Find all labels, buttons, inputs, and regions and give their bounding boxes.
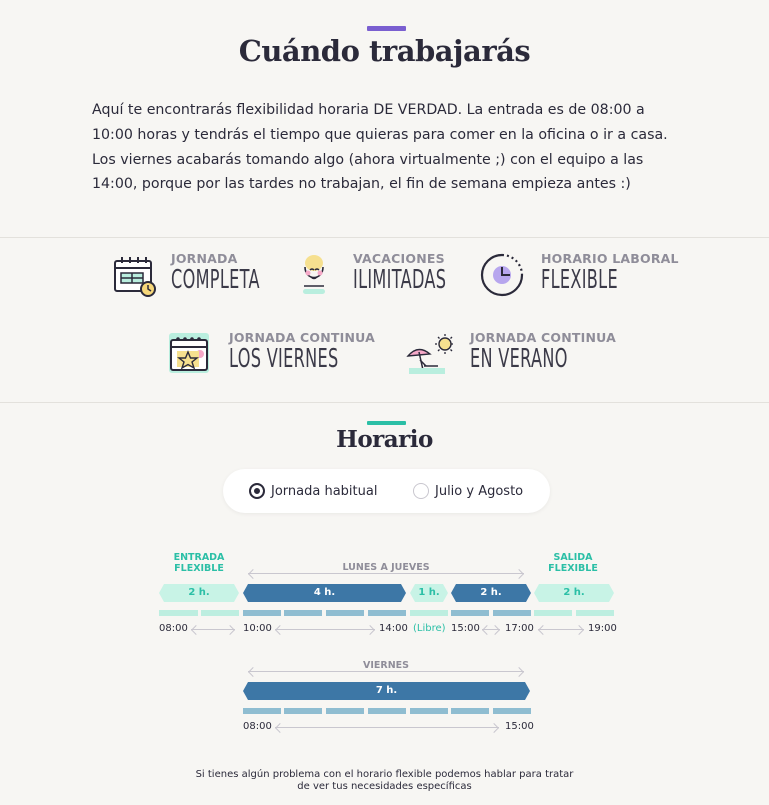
tick — [493, 708, 531, 714]
divider-top — [0, 237, 769, 238]
benefit-jornada-completa — [110, 251, 280, 303]
footnote: Si tienes algún problema con el horario flexible podemos hablar para tratar de ver tus necesidades específicas — [195, 769, 574, 792]
tick — [410, 708, 448, 714]
tick — [576, 610, 614, 616]
friday-range-arrow — [248, 671, 524, 672]
time-arrow — [275, 629, 375, 630]
segment-afternoon-work — [451, 584, 531, 602]
radio-selected-icon[interactable] — [249, 483, 265, 499]
exit-flexible-label: SALIDA FLEXIBLE — [548, 552, 598, 574]
segment-label: 2 h. — [563, 587, 585, 598]
time-label: 17:00 — [505, 623, 534, 634]
radio-unselected-icon[interactable] — [413, 483, 429, 499]
segment-label: 2 h. — [188, 587, 210, 598]
title-accent-bar — [367, 26, 406, 31]
segment-label: 2 h. — [480, 587, 502, 598]
time-label-free: (Libre) — [413, 623, 446, 634]
segment-morning-work — [243, 584, 406, 602]
benefit-small-label: VACACIONES — [353, 251, 445, 266]
time-label: 15:00 — [505, 721, 534, 732]
segment-label: 1 h. — [418, 587, 440, 598]
friday-range-label: VIERNES — [356, 660, 416, 671]
tick — [243, 708, 281, 714]
face-sun-icon — [292, 251, 340, 299]
benefit-big-label: ILIMITADAS — [353, 265, 447, 295]
time-label: 14:00 — [379, 623, 408, 634]
time-label: 08:00 — [159, 623, 188, 634]
option-label: Jornada habitual — [271, 483, 378, 499]
benefit-big-label: EN VERANO — [470, 344, 568, 374]
tick — [451, 708, 489, 714]
benefit-big-label: FLEXIBLE — [541, 265, 618, 295]
option-label: Julio y Agosto — [435, 483, 524, 499]
segment-label: 7 h. — [375, 685, 398, 696]
tick — [451, 610, 489, 616]
benefit-vacaciones-ilimitadas — [292, 251, 462, 303]
benefit-small-label: JORNADA CONTINUA — [229, 330, 375, 345]
benefit-small-label: JORNADA CONTINUA — [470, 330, 616, 345]
schedule-toggle — [223, 469, 550, 513]
entry-flexible-label: ENTRADA FLEXIBLE — [173, 552, 225, 574]
time-label: 10:00 — [243, 623, 272, 634]
segment-exit-flex — [534, 584, 614, 602]
calendar-star-icon — [166, 330, 214, 378]
segment-lunch-flex — [410, 584, 448, 602]
tick — [493, 610, 531, 616]
page-title: Cuándo trabajarás — [238, 34, 531, 68]
tick — [284, 708, 322, 714]
intro-text: Aquí te encontrarás flexibilidad horaria DE VERDAD. La entrada es de 08:00 a 10:00 horas y tendrás el tiempo que quieras para comer en la oficina o ir a casa. Los viernes acabarás tomando algo (ahora virtualmente ;) con el equipo a las 14:00, porque por las tardes no trabajan, el fin de semana empieza antes :) — [92, 102, 668, 193]
tick — [368, 610, 406, 616]
benefit-horario-flexible — [478, 251, 679, 303]
segment-label: 4 h. — [313, 587, 336, 598]
tick — [368, 708, 406, 714]
tick — [159, 610, 198, 616]
benefit-small-label: JORNADA — [171, 251, 238, 266]
tick — [534, 610, 572, 616]
option-julio-agosto[interactable] — [413, 482, 523, 500]
weekday-range-label: LUNES A JUEVES — [336, 562, 436, 573]
tick — [326, 708, 364, 714]
beach-umbrella-icon — [406, 330, 454, 378]
time-label: 15:00 — [451, 623, 480, 634]
segment-entry-flex — [159, 584, 239, 602]
tick — [284, 610, 322, 616]
clock-timer-icon — [478, 251, 526, 299]
time-arrow — [275, 727, 499, 728]
time-arrow — [482, 629, 500, 630]
tick — [243, 610, 281, 616]
tick — [410, 610, 448, 616]
time-label: 19:00 — [588, 623, 617, 634]
benefit-big-label: COMPLETA — [171, 265, 260, 295]
benefit-small-label: HORARIO LABORAL — [541, 251, 679, 266]
time-label: 08:00 — [243, 721, 272, 732]
benefit-continua-viernes — [166, 330, 376, 382]
benefit-continua-verano — [406, 330, 616, 382]
benefit-big-label: LOS VIERNES — [229, 344, 339, 374]
horario-title: Horario — [336, 426, 433, 453]
divider-bottom — [0, 402, 769, 403]
time-arrow — [538, 629, 584, 630]
time-arrow — [191, 629, 235, 630]
tick — [326, 610, 364, 616]
segment-friday-work — [243, 682, 530, 700]
horario-accent-bar — [367, 421, 406, 425]
weekday-range-arrow — [248, 573, 524, 574]
tick — [201, 610, 239, 616]
calendar-clock-icon — [110, 251, 158, 299]
option-jornada-habitual[interactable] — [249, 482, 377, 500]
